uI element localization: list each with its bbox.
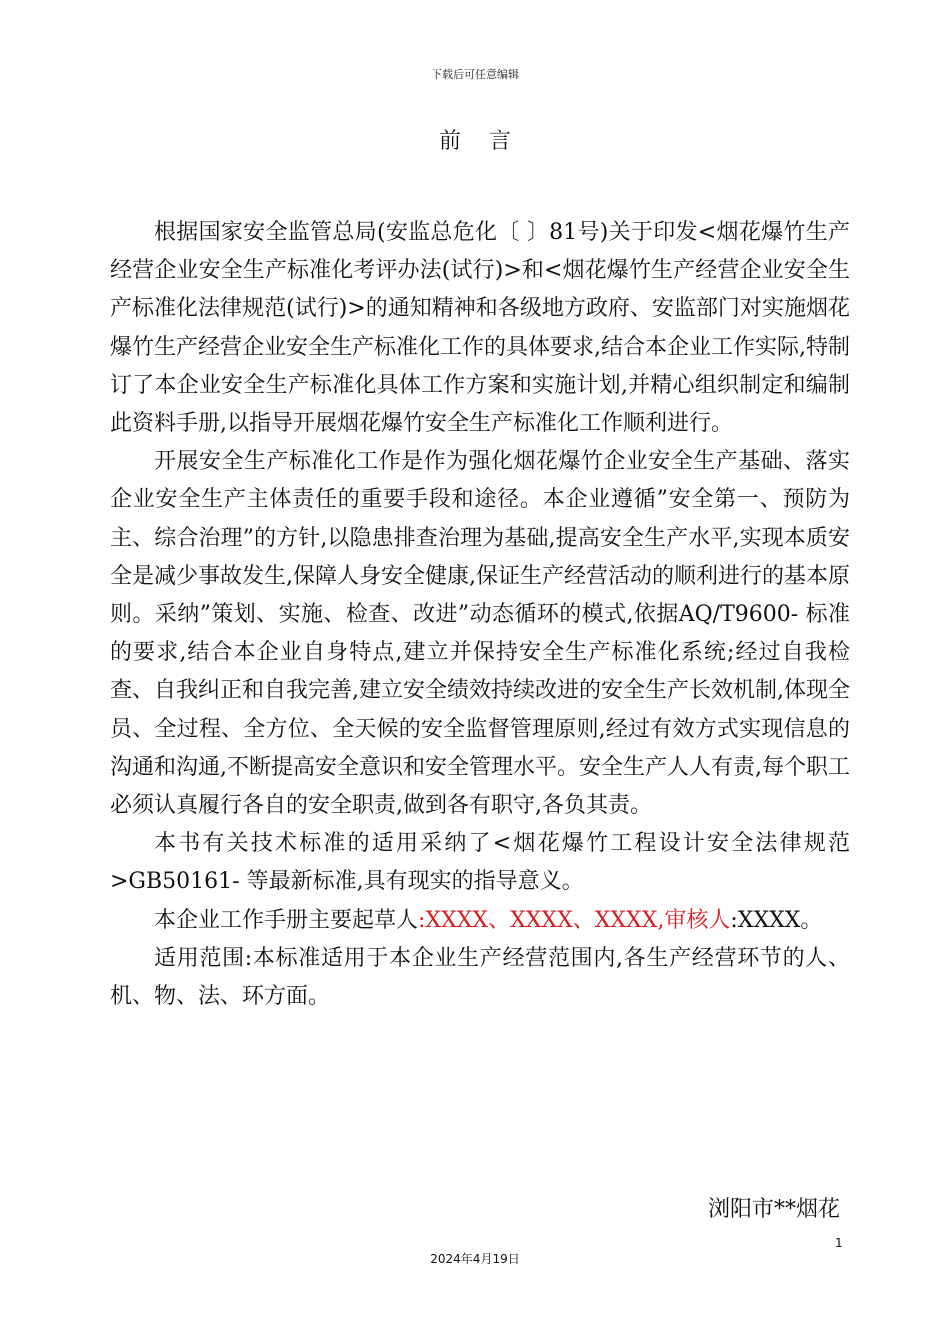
signature: 浏阳市**烟花 — [707, 1197, 840, 1222]
paragraph-intro: 根据国家安全监管总局(安监总危化〔 〕81号)关于印发<烟花爆竹生产经营企业安全生产标准化考评办法(试行)>和<烟花爆竹生产经营企业安全生产标准化法律规范(试行)>的通知精神和各级地方政府、安监部门对实施烟花爆竹生产经营企业安全生产标准化工作的具体要求,结合本企业工作实际,特制订了本企业安全生产标准化具体工作方案和实施计划,并精心组织制定和编制此资料手册,以指导开展烟花爆竹安全生产标准化工作顺利进行。 — [110, 220, 850, 437]
paragraph-drafters — [110, 902, 850, 940]
drafters-names: :XXXX、XXXX、XXXX,审核人 — [418, 907, 731, 933]
document-body — [110, 214, 850, 1016]
drafters-label: 本企业工作手册主要起草人 — [154, 907, 419, 933]
footer-date: 2024年4月19日 — [430, 1252, 520, 1266]
paragraph-principles: 开展安全生产标准化工作是作为强化烟花爆竹企业安全生产基础、落实企业安全生产主体责任的重要手段和途径。本企业遵循”安全第一、预防为主、综合治理”的方针,以隐患排查治理为基础,提高安全生产水平,实现本质安全是减少事故发生,保障人身安全健康,保证生产经营活动的顺利进行的基本原则。采纳”策划、实施、检查、改进”动态循环的模式,依据AQ/T9600- 标准的要求,结合本企业自身特点,建立并保持安全生产标准化系统;经过自我检查、自我纠正和自我完善,建立安全绩效持续改进的安全生产长效机制,体现全员、全过程、全方位、全天候的安全监督管理原则,经过有效方式实现信息的沟通和沟通,不断提高安全意识和安全管理水平。安全生产人人有责,每个职工必须认真履行各自的安全职责,做到各有职守,各负其责。 — [110, 449, 850, 819]
page-title: 前言 — [438, 129, 539, 154]
page-number: 1 — [835, 1236, 843, 1250]
paragraph-standards: 本书有关技术标准的适用采纳了<烟花爆竹工程设计安全法律规范>GB50161- 等最新标准,具有现实的指导意义。 — [110, 831, 850, 895]
header-note: 下载后可任意编辑 — [431, 68, 519, 81]
reviewer-name: :XXXX。 — [730, 907, 823, 933]
paragraph-scope: 适用范围:本标准适用于本企业生产经营范围内,各生产经营环节的人、机、物、法、环方面。 — [110, 945, 850, 1010]
